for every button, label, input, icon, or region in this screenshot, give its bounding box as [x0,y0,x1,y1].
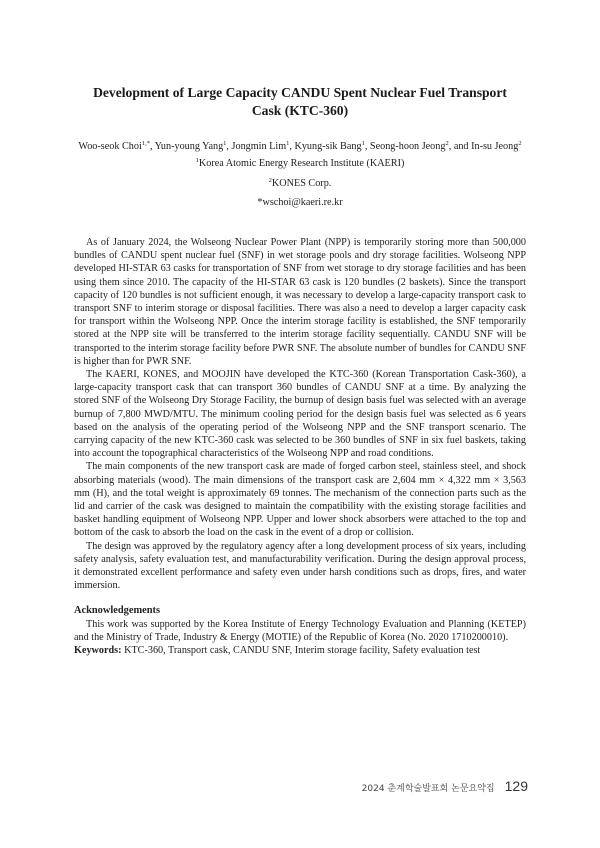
body-paragraph: The design was approved by the regulatory agency after a long development process of six years, including safety analysis, safety evaluation test, and manufacturability verification. During the design approval process, it demonstrated excellent performance and safety even under harsh conditions such as drops, fires, and water immersion. [74,540,526,592]
author: Yun-young Yang$^1$, [154,140,232,152]
author: In-su Jeong$^2$ [471,140,522,152]
keywords [74,644,526,657]
keywords-label: Keywords: [74,645,122,657]
affiliation-2: $^2$KONES Corp. [268,177,332,189]
affiliation-1: $^1$Korea Atomic Energy Research Institute (KAERI) [195,157,405,169]
body-paragraph: The KAERI, KONES, and MOOJIN have developed the KTC-360 (Korean Transportation Cask-360), a large-capacity transport cask that can transport 360 bundles of CANDU SNF at a time. By analyzing the stored SNF of the Wolseong Dry Storage Facility, the burnup of design basis fuel was selected with an average burnup of 7,800 MWD/MTU. The minimum cooling period for the design basis fuel was selected as 6 years based on the analysis of the operating period of the Wolseong NPP and the SNF transport scenario. The carrying capacity of the new KTC-360 cask was selected to be 360 bundles of SNF in six fuel baskets, taking into account the topographical characteristics of the Wolseong NPP and road conditions. [74,369,526,460]
acknowledgements-text: This work was supported by the Korea Institute of Energy Technology Evaluation and Planning (KETEP) and the Ministry of Trade, Industry & Energy (MOTIE) of the Republic of Korea (No. 2020 1710200010). [74,618,526,643]
title-line-1: Development of Large Capacity CANDU Spent Nuclear Fuel Transport [93,85,507,100]
author-list [40,140,560,153]
acknowledgements-heading: Acknowledgements [74,605,161,617]
title-line-2: Cask (KTC-360) [251,103,349,118]
paper-title [80,84,520,120]
proceedings-title: 2024 춘계학술발표회 논문요약집 [361,784,495,794]
page-footer [362,778,528,794]
body-paragraph: As of January 2024, the Wolseong Nuclear Power Plant (NPP) is temporarily storing more than 500,000 bundles of CANDU spent nuclear fuel (SNF) in wet storage pools and dry storage facilities. Wolseong NPP developed HI-STAR 63 casks for transportation of SNF from wet storage to dry storage facilities and has been using them since 2010. The capacity of the HI-STAR 63 cask is 120 bundles (2 baskets). Since the transport capacity of 120 bundles is not sufficient enough, it was necessary to develop a large-capacity transport cask to transport SNF to interim storage or disposal facilities. There was also a need to develop a larger capacity cask for transport within the Wolseong NPP. Once the interim storage facility is established, the SNF temporarily stored at the NPP site will be transferred to the interim storage facility sequentially. CANDU SNF will be transported to the interim storage facility before PWR SNF. The absolute number of bundles for CANDU SNF is higher than for PWR SNF. [74,237,526,367]
keywords-list: KTC-360, Transport cask, CANDU SNF, Interim storage facility, Safety evaluation test [124,645,481,657]
page-number: 129 [504,778,528,794]
corresponding-email: *wschoi@kaeri.re.kr [257,197,343,208]
paper-body [74,236,526,657]
author: Kyung-sik Bang$^1$, [294,140,370,152]
author: Woo-seok Choi$^{1,*}$, [78,140,155,152]
author: Seong-hoon Jeong$^2$, and [369,140,472,152]
author: Jongmin Lim$^1$, [231,140,295,152]
body-paragraph: The main components of the new transport cask are made of forged carbon steel, stainless steel, and shock absorbing materials (wood). The main dimensions of the transport cask are 2,604 mm × 4,322 mm × 3,563 mm (H), and the total weight is approximately 69 tonnes. The mechanism of the connection parts such as the lid and carrier of the cask was designed to maintain the compatibility with the existing storage facilities and basket handling equipment of Wolseong NPP. Upper and lower shock absorbers were attached to the top and bottom of the cask to absorb the load on the cask in the event of a drop or collision. [74,461,526,539]
